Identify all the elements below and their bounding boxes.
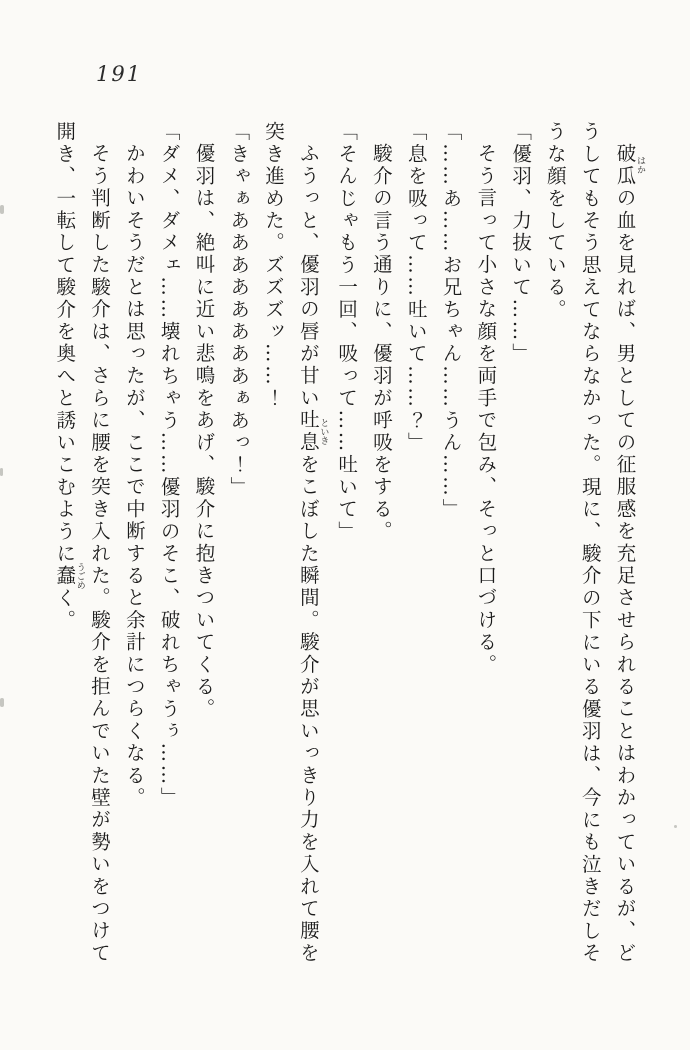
paragraph: そう判断した駿介は、さらに腰を突き入れた。駿介を拒んでいた壁が勢いをつけて開き、一転して駿介を奥へと誘いこむように蠢うごめく。 (53, 121, 112, 965)
scan-speck (0, 205, 4, 214)
paragraph: 「……あ……お兄ちゃん……うん……」 (439, 121, 463, 521)
ruby-annotated-word: 吐息といき (296, 409, 329, 454)
paragraph: そう言って小さな顔を両手で包み、そっと口づける。 (474, 143, 498, 676)
scan-speck (674, 825, 677, 828)
paragraph: 「息を吸って……吐いて……？」 (404, 121, 428, 454)
scan-speck (0, 468, 3, 476)
paragraph: 「きゃぁああああああああぁあっ！」 (227, 121, 251, 499)
ruby-annotated-word: 蠢うごめ (53, 562, 85, 590)
paragraph: 「ダメ、ダメェ……壊れちゃう……優羽のそこ、破れちゃうぅ……」 (157, 121, 181, 810)
paragraph: 「そんじゃもう一回、吸って……吐いて」 (335, 121, 359, 543)
paragraph: 破瓜はかの血を見れば、男としての征服感を充足させられることはわかっているが、どうしてもそう思えてならなかった。現に、駿介の下にいる優羽は、今にも泣きだしそうな顔をしている。 (543, 121, 645, 965)
furigana: はか (635, 143, 645, 188)
paragraph: ふうっと、優羽の唇が甘い吐息といきをこぼした瞬間。駿介が思いっきり力を入れて腰を突き進めた。ズズズッ……！ (262, 121, 329, 965)
furigana: うごめ (74, 562, 85, 590)
paragraph: 「優羽、力抜いて……」 (509, 121, 533, 366)
page-number: 191 (96, 62, 143, 86)
text-block (53, 121, 645, 966)
furigana: といき (318, 409, 329, 454)
paragraph: かわいそうだとは思ったが、ここで中断すると余計につらくなる。 (122, 143, 146, 809)
scan-speck (0, 698, 4, 707)
ruby-annotated-word: 破瓜はか (613, 143, 645, 188)
paragraph: 優羽は、絶叫に近い悲鳴をあげ、駿介に抱きついてくる。 (192, 143, 216, 721)
paragraph: 駿介の言う通りに、優羽が呼吸をする。 (369, 143, 393, 543)
